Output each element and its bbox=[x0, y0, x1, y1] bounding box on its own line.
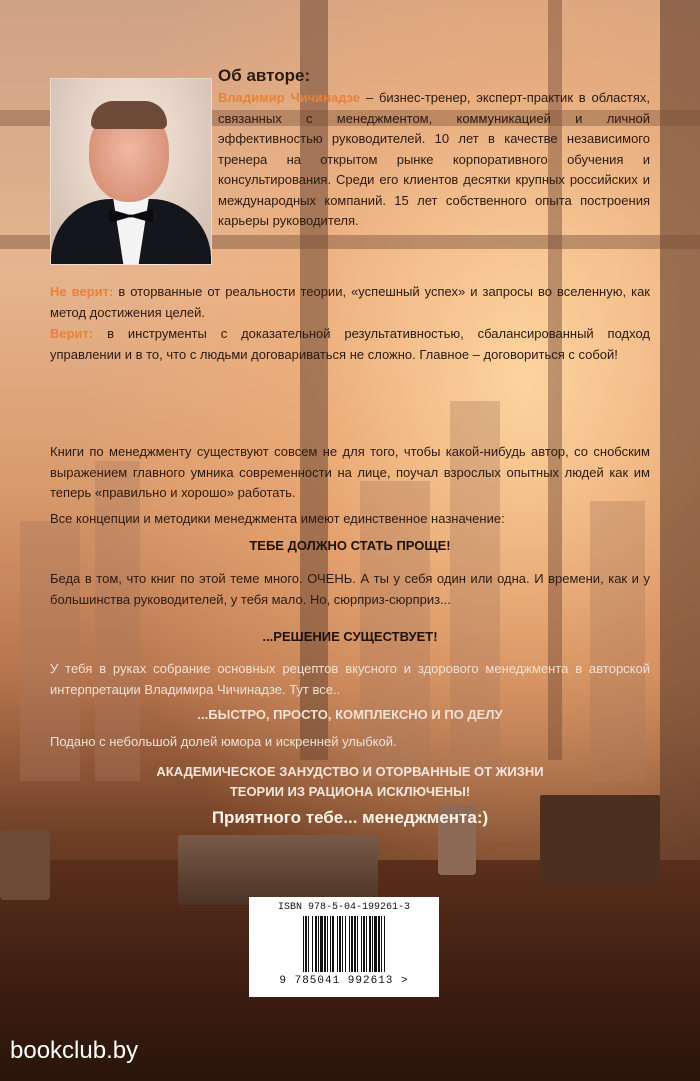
isbn-digits: 9 785041 992613 > bbox=[279, 975, 409, 987]
author-bio-text: – бизнес-тренер, эксперт-практик в областях, связанных с менеджментом, коммуникацией и личной эффективностью руководителей. 10 лет в качестве независимого тренера на открытом рынке корпоративного обучения и консультирования. Среди его клиентов десятки крупных российских и международных компаний. 15 лет собственного опыта построения карьеры руководителя. bbox=[218, 90, 650, 228]
body-paragraph-2: Все концепции и методики менеджмента имеют единственное назначение: bbox=[50, 511, 505, 526]
not-believes-text: в оторванные от реальности теории, «успешный успех» и запросы во вселенную, как метод достижения целей. bbox=[50, 284, 650, 320]
body-paragraph-4: У тебя в руках собрание основных рецептов вкусного и здорового менеджмента в авторской интерпретации Владимира Чичинадзе. Тут все.. bbox=[50, 661, 650, 697]
watermark: bookclub.by bbox=[10, 1037, 139, 1064]
author-bio bbox=[218, 88, 650, 232]
body-paragraph-5: Подано с небольшой долей юмора и искренней улыбкой. bbox=[50, 734, 397, 749]
body-paragraph-3: Беда в том, что книг по этой теме много. ОЧЕНЬ. А ты у себя один или одна. И времени, как и у большинства руководителей, у тебя мало. Но, сюрприз-сюрприз... bbox=[50, 571, 650, 607]
highlight-simpler: ТЕБЕ ДОЛЖНО СТАТЬ ПРОЩЕ! bbox=[249, 538, 451, 553]
not-believes-label: Не верит: bbox=[50, 284, 114, 299]
barcode-bar bbox=[385, 916, 386, 972]
isbn-label: ISBN 978-5-04-199261-3 bbox=[277, 902, 411, 913]
window-frame bbox=[660, 0, 700, 880]
barcode-bars bbox=[259, 916, 429, 972]
believes-label: Верит: bbox=[50, 326, 94, 341]
believes-text: в инструменты с доказательной результативностью, сбалансированный подход управлении и в то, что с людьми договариваться не сложно. Главное – договориться с собой! bbox=[50, 326, 650, 362]
author-name: Владимир Чичинадзе bbox=[218, 90, 361, 105]
author-hair bbox=[91, 101, 167, 129]
highlight-fast: ...БЫСТРО, ПРОСТО, КОМПЛЕКСНО И ПО ДЕЛУ bbox=[197, 707, 503, 722]
believes-paragraph bbox=[50, 324, 650, 365]
plant-pot bbox=[0, 830, 50, 900]
academic-disclaimer: АКАДЕМИЧЕСКОЕ ЗАНУДСТВО И ОТОРВАННЫЕ ОТ ЖИЗНИ ТЕОРИИ ИЗ РАЦИОНА ИСКЛЮЧЕНЫ! bbox=[156, 764, 544, 799]
closing-line: Приятного тебе... менеджмента:) bbox=[211, 808, 489, 827]
author-heading: Об авторе: bbox=[218, 66, 311, 85]
book-stack bbox=[178, 835, 378, 905]
not-believes-paragraph bbox=[50, 282, 650, 323]
body-paragraph-1: Книги по менеджменту существуют совсем не для того, чтобы какой-нибудь автор, со снобским выражением главного умника современности на лице, поучал взрослых опытных людей как им теперь «правильно и хорошо» работать. bbox=[50, 444, 650, 500]
highlight-solution: ...РЕШЕНИЕ СУЩЕСТВУЕТ! bbox=[262, 629, 438, 644]
isbn-barcode bbox=[249, 897, 439, 997]
author-photo bbox=[50, 78, 212, 265]
